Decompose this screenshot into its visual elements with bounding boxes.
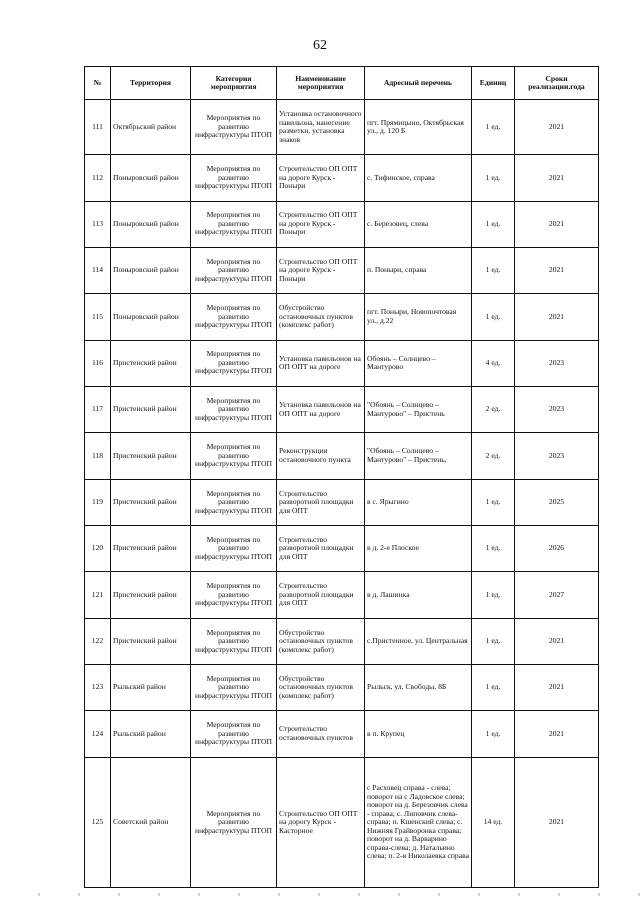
row-units: 1 ед. (472, 201, 515, 247)
row-measure-name: Строительство разворотной площадки для ОПТ (277, 479, 365, 525)
row-address: с Расховец справа - слева; поворот на с Ладовское слева; поворот на д. Березовчик слева - справа; с. Липовчик слева-справа; п. Кшенский слева; с. Нижняя Грайворонка справа; поворот на д. Варварино справа-слева; д. Натальино слева; п. 2-я Николаевка справа (365, 757, 472, 887)
row-units: 2 ед. (472, 386, 515, 432)
row-measure-name: Строительство ОП ОПТ на дороге Курск - Поныри (277, 155, 365, 201)
row-territory: Поныровский район (111, 155, 191, 201)
table-row (85, 711, 599, 757)
row-year: 2025 (515, 479, 599, 525)
row-number: 111 (85, 100, 111, 155)
row-address: "Обоянь – Солнцево – Мантурово" – Пристень (365, 386, 472, 432)
row-number: 125 (85, 757, 111, 887)
row-territory: Пристенский район (111, 340, 191, 386)
row-address: с. Березовец, слева (365, 201, 472, 247)
row-number: 113 (85, 201, 111, 247)
row-year: 2027 (515, 572, 599, 618)
row-units: 1 ед. (472, 479, 515, 525)
row-address: Рыльск, ул. Свободы, 8Б (365, 664, 472, 710)
row-year: 2021 (515, 618, 599, 664)
row-address: с.Пристенное, ул. Центральная (365, 618, 472, 664)
row-measure-name: Установка остановочного павильона, нанесение разметки, установка знаков (277, 100, 365, 155)
table-row (85, 572, 599, 618)
row-category: Мероприятия по развитию инфраструктуры ПТОП (191, 386, 277, 432)
table-row (85, 433, 599, 479)
row-measure-name: Обустройство остановочных пунктов (комплекс работ) (277, 294, 365, 340)
row-measure-name: Строительство ОП ОПТ на дорогу Курск - Касторное (277, 757, 365, 887)
row-territory: Пристенский район (111, 572, 191, 618)
row-measure-name: Строительство разворотной площадки для ОПТ (277, 572, 365, 618)
row-territory: Рыльский район (111, 664, 191, 710)
table-row (85, 618, 599, 664)
row-year: 2021 (515, 247, 599, 293)
row-measure-name: Реконструкция остановочного пункта (277, 433, 365, 479)
row-category: Мероприятия по развитию инфраструктуры ПТОП (191, 664, 277, 710)
row-year: 2021 (515, 100, 599, 155)
header-category: Категория мероприятия (191, 67, 277, 100)
row-category: Мероприятия по развитию инфраструктуры ПТОП (191, 618, 277, 664)
row-number: 121 (85, 572, 111, 618)
row-number: 117 (85, 386, 111, 432)
row-units: 4 ед. (472, 340, 515, 386)
row-address: в п. Крупец (365, 711, 472, 757)
header-num: № (85, 67, 111, 100)
row-units: 2 ед. (472, 433, 515, 479)
row-units: 1 ед. (472, 294, 515, 340)
row-year: 2021 (515, 664, 599, 710)
row-territory: Советский район (111, 757, 191, 887)
row-category: Мероприятия по развитию инфраструктуры ПТОП (191, 711, 277, 757)
row-number: 112 (85, 155, 111, 201)
row-address: п. Поныри, справа (365, 247, 472, 293)
row-measure-name: Обустройство остановочных пунктов (комплекс работ) (277, 664, 365, 710)
row-units: 1 ед. (472, 525, 515, 571)
row-year: 2023 (515, 340, 599, 386)
row-address: "Обоянь – Солнцево – Мантурово" – Пристень, (365, 433, 472, 479)
table-row (85, 100, 599, 155)
row-number: 118 (85, 433, 111, 479)
row-address: пгт. Прямицыно, Октябрьская ул., д. 120 Б (365, 100, 472, 155)
table-row (85, 201, 599, 247)
row-measure-name: Строительство разворотной площадки для ОПТ (277, 525, 365, 571)
row-territory: Пристенский район (111, 479, 191, 525)
row-number: 123 (85, 664, 111, 710)
row-address: с. Тифинское, справа (365, 155, 472, 201)
row-measure-name: Установка павильонов на ОП ОПТ на дороге (277, 340, 365, 386)
scan-noise-strip (0, 893, 640, 896)
row-year: 2021 (515, 201, 599, 247)
table-row (85, 664, 599, 710)
row-year: 2023 (515, 433, 599, 479)
table-row (85, 525, 599, 571)
header-name: Наименование мероприятия (277, 67, 365, 100)
row-measure-name: Строительство ОП ОПТ на дороге Курск - Поныри (277, 201, 365, 247)
row-number: 115 (85, 294, 111, 340)
table-header-row (85, 67, 599, 100)
row-measure-name: Строительство ОП ОПТ на дороге Курск - Поныри (277, 247, 365, 293)
row-measure-name: Обустройство остановочных пунктов (комплекс работ) (277, 618, 365, 664)
row-category: Мероприятия по развитию инфраструктуры ПТОП (191, 201, 277, 247)
row-territory: Поныровский район (111, 247, 191, 293)
row-category: Мероприятия по развитию инфраструктуры ПТОП (191, 100, 277, 155)
row-year: 2021 (515, 294, 599, 340)
row-number: 124 (85, 711, 111, 757)
row-territory: Поныровский район (111, 201, 191, 247)
table-row (85, 340, 599, 386)
row-units: 1 ед. (472, 618, 515, 664)
row-year: 2021 (515, 155, 599, 201)
table-row (85, 386, 599, 432)
page-number: 62 (313, 38, 327, 53)
row-year: 2021 (515, 757, 599, 887)
row-year: 2026 (515, 525, 599, 571)
header-territory: Территория (111, 67, 191, 100)
row-address: в с. Ярыгино (365, 479, 472, 525)
header-units: Единиц (472, 67, 515, 100)
row-category: Мероприятия по развитию инфраструктуры ПТОП (191, 155, 277, 201)
row-category: Мероприятия по развитию инфраструктуры ПТОП (191, 433, 277, 479)
row-units: 1 ед. (472, 155, 515, 201)
header-year: Сроки реализации.года (515, 67, 599, 100)
table-row (85, 247, 599, 293)
row-address: пгт. Поныри, Новопочтовая ул., д.22 (365, 294, 472, 340)
row-territory: Рыльский район (111, 711, 191, 757)
row-territory: Пристенский район (111, 386, 191, 432)
row-category: Мероприятия по развитию инфраструктуры ПТОП (191, 479, 277, 525)
table-row (85, 479, 599, 525)
row-category: Мероприятия по развитию инфраструктуры ПТОП (191, 525, 277, 571)
row-units: 1 ед. (472, 664, 515, 710)
table-row (85, 155, 599, 201)
row-units: 1 ед. (472, 100, 515, 155)
row-territory: Пристенский район (111, 525, 191, 571)
row-number: 122 (85, 618, 111, 664)
row-territory: Пристенский район (111, 618, 191, 664)
measures-table (84, 66, 599, 888)
row-address: Обоянь – Солнцево – Мантурово (365, 340, 472, 386)
row-number: 114 (85, 247, 111, 293)
row-category: Мероприятия по развитию инфраструктуры ПТОП (191, 757, 277, 887)
row-address: в д. Лашинка (365, 572, 472, 618)
row-year: 2021 (515, 711, 599, 757)
row-measure-name: Строительство остановочных пунктов (277, 711, 365, 757)
table-row (85, 294, 599, 340)
row-units: 14 ед. (472, 757, 515, 887)
header-address: Адресный перечень (365, 67, 472, 100)
row-category: Мероприятия по развитию инфраструктуры ПТОП (191, 572, 277, 618)
row-address: в д. 2-е Плоское (365, 525, 472, 571)
row-territory: Октябрьский район (111, 100, 191, 155)
row-category: Мероприятия по развитию инфраструктуры ПТОП (191, 294, 277, 340)
table-row (85, 757, 599, 887)
row-category: Мероприятия по развитию инфраструктуры ПТОП (191, 247, 277, 293)
row-number: 119 (85, 479, 111, 525)
row-category: Мероприятия по развитию инфраструктуры ПТОП (191, 340, 277, 386)
row-territory: Поныровский район (111, 294, 191, 340)
row-units: 1 ед. (472, 711, 515, 757)
row-number: 116 (85, 340, 111, 386)
row-year: 2023 (515, 386, 599, 432)
row-units: 1 ед. (472, 572, 515, 618)
row-number: 120 (85, 525, 111, 571)
row-territory: Пристенский район (111, 433, 191, 479)
row-units: 1 ед. (472, 247, 515, 293)
row-measure-name: Установка павильонов на ОП ОПТ на дороге (277, 386, 365, 432)
